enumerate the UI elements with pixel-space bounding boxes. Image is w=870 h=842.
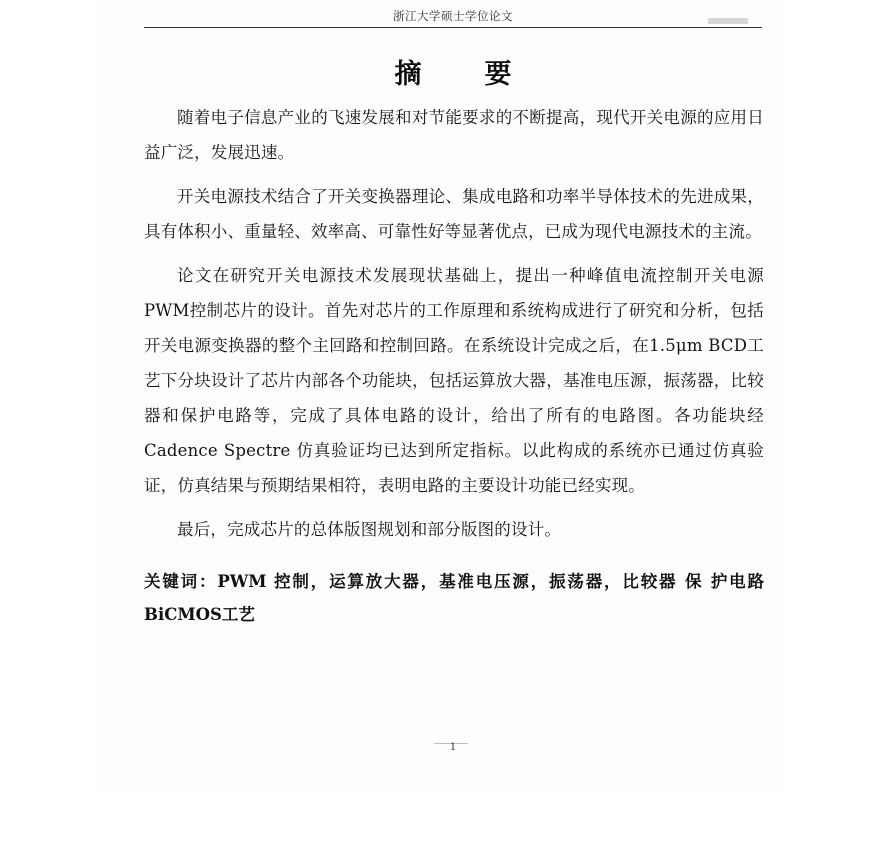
- page-number: 1: [449, 742, 457, 753]
- page-footer: [144, 735, 762, 754]
- scan-artifact: [708, 18, 748, 24]
- keywords-text: PWM 控制，运算放大器，基准电压源，振荡器，比较器 保 护电路 BiCMOS工艺: [144, 572, 765, 624]
- paragraph: 开关电源技术结合了开关变换器理论、集成电路和功率半导体技术的先进成果，具有体积小、重量轻、效率高、可靠性好等显著优点，已成为现代电源技术的主流。: [144, 187, 764, 241]
- page-left-margin: [0, 0, 96, 842]
- abstract-body: [144, 100, 764, 631]
- keywords-line: [144, 565, 764, 631]
- paragraph: 最后，完成芯片的总体版图规划和部分版图的设计。: [177, 520, 562, 539]
- running-header: [144, 8, 762, 30]
- paragraph: 论文在研究开关电源技术发展现状基础上，提出一种峰值电流控制开关电源PWM控制芯片的设计。首先对芯片的工作原理和系统构成进行了研究和分析，包括开关电源变换器的整个主回路和控制回路。在系统设计完成之后，在1.5μm BCD工艺下分块设计了芯片内部各个功能块，包括运算放大器，基准电压源，振荡器，比较器和保护电路等，完成了具体电路的设计，给出了所有的电路图。各功能块经Cadence Spectre 仿真验证均已达到所定指标。以此构成的系统亦已通过仿真验证，仿真结果与预期结果相符，表明电路的主要设计功能已经实现。: [144, 266, 764, 495]
- paragraph: 随着电子信息产业的飞速发展和对节能要求的不断提高，现代开关电源的应用日益广泛，发展迅速。: [144, 108, 764, 162]
- page-content-area: [96, 0, 786, 842]
- keywords-label: 关键词：: [144, 572, 218, 591]
- page-title: 摘 要: [394, 59, 530, 90]
- page-right-margin: [786, 0, 870, 842]
- running-header-text: 浙江大学硕士学位论文: [393, 9, 513, 23]
- header-divider: [144, 27, 762, 28]
